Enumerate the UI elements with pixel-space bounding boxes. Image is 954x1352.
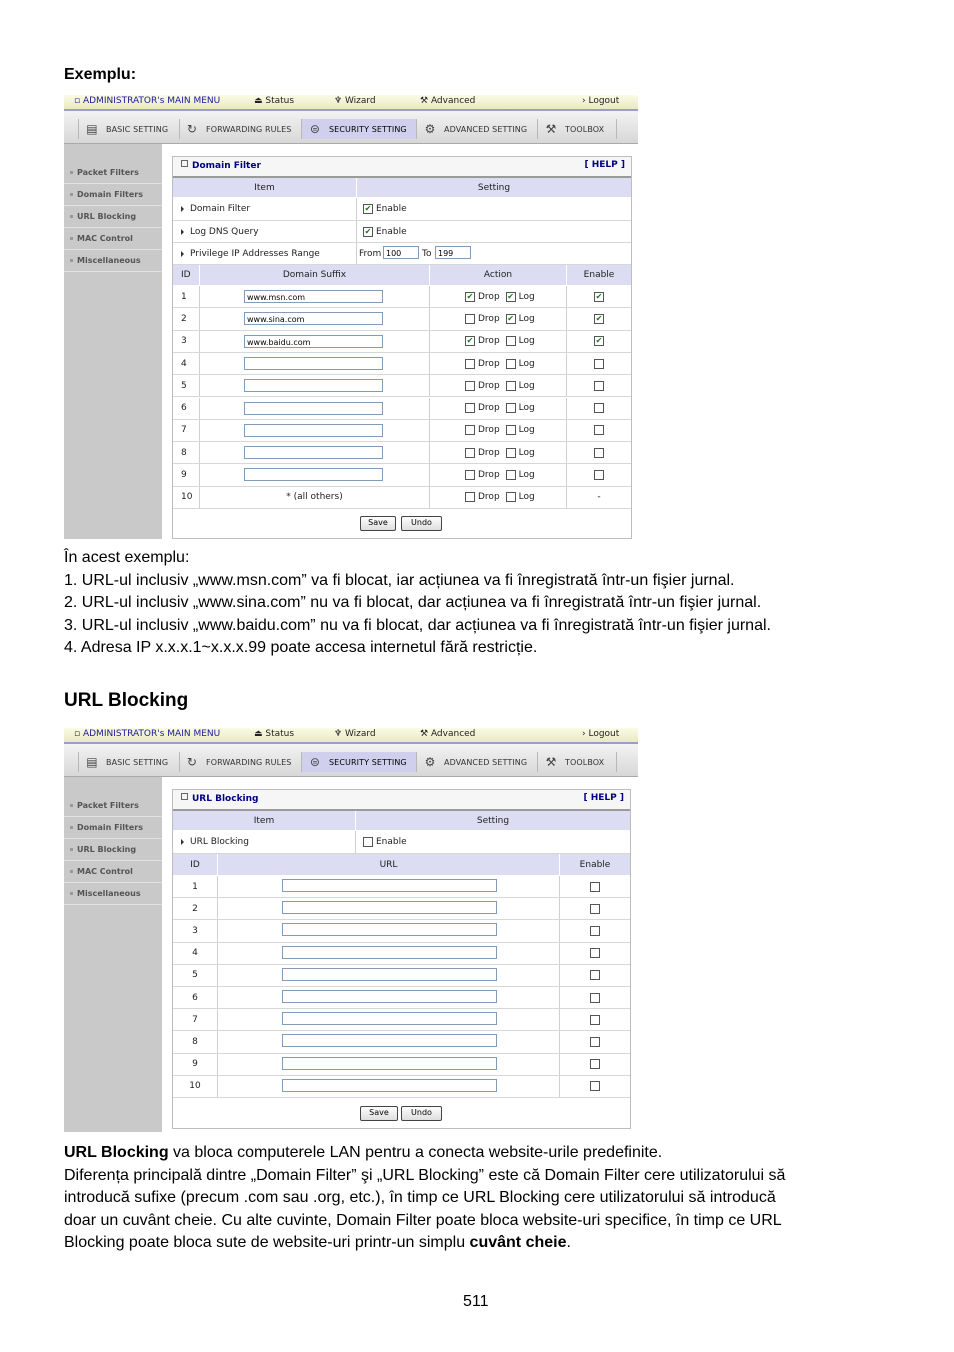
undo-button[interactable]: Undo bbox=[401, 1106, 442, 1121]
tab-toolbox[interactable]: ⚒ TOOLBOX bbox=[538, 119, 617, 139]
tab-basic-setting[interactable]: ▤ BASIC SETTING bbox=[78, 752, 180, 772]
status-link[interactable]: ⏏ Status bbox=[254, 729, 295, 739]
help-link[interactable]: [ HELP ] bbox=[583, 793, 624, 803]
url-keyword-input[interactable] bbox=[282, 968, 497, 981]
wizard-link[interactable]: ♆ Wizard bbox=[334, 96, 376, 106]
item-column-header: Item bbox=[254, 182, 275, 193]
forward-icon: ↻ bbox=[186, 754, 198, 769]
from-label: From bbox=[359, 248, 382, 259]
url-keyword-input[interactable] bbox=[282, 879, 497, 892]
log-checkbox[interactable] bbox=[506, 381, 516, 391]
tab-basic-setting[interactable]: ▤ BASIC SETTING bbox=[78, 119, 180, 139]
domain-row-3: 3 www.baidu.com ✔ Drop Log ✔ bbox=[173, 331, 631, 353]
example-heading: Exemplu: bbox=[64, 66, 137, 83]
drop-checkbox[interactable] bbox=[465, 470, 475, 480]
url-row-6 bbox=[173, 987, 630, 1009]
domain-row-2: 2 www.sina.com Drop ✔ Log ✔ bbox=[173, 308, 631, 330]
url-row-1 bbox=[173, 876, 630, 898]
enable-checkbox[interactable] bbox=[590, 1059, 600, 1069]
description-line: Diferența principală dintre „Domain Filter” şi „URL Blocking” este că Domain Filter cere utilizatorului să bbox=[64, 1166, 786, 1184]
admin-menu-link[interactable]: ▫ ADMINISTRATOR's MAIN MENU bbox=[74, 729, 221, 739]
enable-checkbox[interactable] bbox=[594, 403, 604, 413]
url-row-5 bbox=[173, 965, 630, 987]
settings-row-url-blocking: URL Blocking Enable bbox=[173, 831, 630, 854]
enable-checkbox[interactable] bbox=[590, 1081, 600, 1091]
row-id: 6 bbox=[192, 992, 198, 1003]
sidebar-item-mac-control[interactable]: MAC Control bbox=[64, 228, 162, 250]
domain-suffix-input[interactable] bbox=[244, 402, 383, 415]
save-button[interactable]: Save bbox=[360, 516, 396, 531]
row-id: 7 bbox=[181, 425, 187, 436]
toolbox-icon: ⚒ bbox=[545, 754, 557, 769]
enable-checkbox[interactable] bbox=[590, 882, 600, 892]
log-checkbox[interactable] bbox=[506, 425, 516, 435]
enable-checkbox[interactable] bbox=[590, 1015, 600, 1025]
sidebar-item-url-blocking[interactable]: URL Blocking bbox=[64, 839, 162, 861]
log-dns-enable-checkbox[interactable]: ✔ bbox=[364, 226, 372, 236]
drop-checkbox[interactable] bbox=[465, 492, 475, 502]
row-id: 5 bbox=[192, 970, 198, 981]
domain-row-4: 4 Drop Log bbox=[173, 353, 631, 375]
advanced-link[interactable]: ⚒ Advanced bbox=[420, 96, 476, 106]
enable-column-header: Enable bbox=[579, 859, 611, 870]
id-column-header: ID bbox=[181, 270, 191, 280]
enable-checkbox[interactable] bbox=[590, 904, 600, 914]
drop-checkbox[interactable] bbox=[465, 314, 475, 324]
row-id: 3 bbox=[192, 925, 198, 936]
domain-suffix-input[interactable] bbox=[244, 424, 383, 437]
domain-row-1: 1 www.msn.com ✔ Drop ✔ Log ✔ bbox=[173, 286, 631, 308]
drop-checkbox[interactable] bbox=[465, 448, 475, 458]
settings-row-domain-filter: Domain Filter ✔ Enable bbox=[173, 198, 631, 221]
domain-suffix-input[interactable]: www.sina.com bbox=[244, 312, 383, 325]
enable-checkbox[interactable] bbox=[594, 470, 604, 480]
help-link[interactable]: [ HELP ] bbox=[584, 160, 625, 170]
sidebar-item-domain-filters[interactable]: Domain Filters bbox=[64, 817, 162, 839]
tab-forwarding-rules[interactable]: ↻ FORWARDING RULES bbox=[179, 119, 302, 139]
row-id: 9 bbox=[192, 1059, 198, 1070]
sidebar-item-miscellaneous[interactable]: Miscellaneous bbox=[64, 883, 162, 905]
save-button[interactable]: Save bbox=[360, 1106, 398, 1121]
router-navbar bbox=[64, 744, 638, 777]
url-row-4 bbox=[173, 943, 630, 965]
url-row-10 bbox=[173, 1076, 630, 1098]
log-checkbox[interactable] bbox=[506, 403, 516, 413]
logout-link[interactable]: › Logout bbox=[582, 96, 620, 106]
enable-checkbox[interactable] bbox=[590, 926, 600, 936]
forward-icon: ↻ bbox=[186, 121, 198, 136]
id-column-header: ID bbox=[190, 859, 200, 870]
explanation-line: 3. URL-ul inclusiv „www.baidu.com” nu va fi blocat, dar acțiunea va fi înregistrată într-un fişier jurnal. bbox=[64, 616, 771, 634]
description-line: URL Blocking va bloca computerele LAN pentru a conecta website-urile predefinite. bbox=[64, 1144, 663, 1161]
row-id: 8 bbox=[181, 447, 187, 458]
row-id: 4 bbox=[181, 358, 187, 369]
action-column-header: Action bbox=[483, 270, 513, 280]
url-keyword-input[interactable] bbox=[282, 1079, 497, 1092]
row-id: 2 bbox=[181, 313, 187, 324]
domain-row-5: 5 Drop Log bbox=[173, 375, 631, 397]
domain-suffix-input[interactable]: www.baidu.com bbox=[244, 335, 383, 348]
domain-table-header bbox=[173, 265, 631, 286]
row-id: 10 bbox=[189, 1081, 201, 1092]
url-keyword-input[interactable] bbox=[282, 1034, 497, 1047]
url-blocking-enable-checkbox[interactable] bbox=[363, 837, 373, 847]
domain-suffix-input[interactable] bbox=[244, 468, 383, 481]
url-keyword-input[interactable] bbox=[282, 990, 497, 1003]
url-table-header bbox=[173, 854, 630, 876]
sidebar bbox=[64, 144, 162, 539]
domain-suffix-input[interactable]: www.msn.com bbox=[244, 290, 383, 303]
log-checkbox[interactable]: ✔ bbox=[507, 291, 514, 301]
row-id: 7 bbox=[192, 1014, 198, 1025]
sidebar-item-packet-filters[interactable]: Packet Filters bbox=[64, 795, 162, 817]
drop-checkbox[interactable]: ✔ bbox=[466, 336, 474, 346]
row-id: 4 bbox=[192, 948, 198, 959]
sidebar-item-packet-filters[interactable]: Packet Filters bbox=[64, 162, 162, 184]
domain-suffix-input[interactable] bbox=[244, 379, 383, 392]
url-row-3 bbox=[173, 920, 630, 942]
admin-menu-link[interactable]: ▫ ADMINISTRATOR's MAIN MENU bbox=[74, 96, 221, 106]
domain-row-7: 7 Drop Log bbox=[173, 420, 631, 442]
explanation-line: 2. URL-ul inclusiv „www.sina.com” nu va fi blocat, dar acțiunea va fi înregistrată într-un fişier jurnal. bbox=[64, 594, 762, 611]
enable-checkbox[interactable]: ✔ bbox=[595, 291, 603, 301]
enable-checkbox[interactable] bbox=[590, 948, 600, 958]
security-icon: ⊜ bbox=[309, 754, 321, 769]
url-keyword-input[interactable] bbox=[282, 901, 497, 914]
log-checkbox[interactable] bbox=[506, 359, 516, 369]
advanced-icon: ⚙ bbox=[424, 754, 436, 769]
url-blocking-screenshot bbox=[64, 728, 638, 1134]
wizard-link[interactable]: ♆ Wizard bbox=[334, 729, 376, 739]
domain-filter-enable-checkbox[interactable]: ✔ bbox=[364, 204, 372, 213]
sidebar bbox=[64, 777, 162, 1132]
description-line: introducă sufixe (precum .com sau .org, etc.), în timp ce URL Blocking cere utilizatorului să introducă bbox=[64, 1189, 776, 1206]
settings-row-log-dns: Log DNS Query ✔ Enable bbox=[173, 221, 631, 243]
url-keyword-input[interactable] bbox=[282, 1057, 497, 1070]
tab-advanced-setting[interactable]: ⚙ ADVANCED SETTING bbox=[417, 752, 538, 772]
enable-checkbox[interactable]: ✔ bbox=[595, 336, 603, 346]
drop-checkbox[interactable] bbox=[465, 359, 475, 369]
enable-checkbox[interactable] bbox=[590, 993, 600, 1003]
log-checkbox[interactable] bbox=[506, 448, 516, 458]
row-id: 9 bbox=[181, 470, 187, 481]
tab-security-setting[interactable]: ⊜ SECURITY SETTING bbox=[302, 119, 417, 139]
url-keyword-input[interactable] bbox=[282, 923, 497, 936]
sidebar-item-url-blocking[interactable]: URL Blocking bbox=[64, 206, 162, 228]
page-number: 511 bbox=[463, 1293, 489, 1310]
router-navbar bbox=[64, 111, 638, 144]
sidebar-item-domain-filters[interactable]: Domain Filters bbox=[64, 184, 162, 206]
from-ip-input[interactable]: 100 bbox=[383, 246, 419, 259]
url-row-2 bbox=[173, 898, 630, 920]
enable-checkbox[interactable] bbox=[590, 1037, 600, 1047]
url-row-7 bbox=[173, 1009, 630, 1031]
router-topbar bbox=[64, 728, 638, 744]
setting-column-header: Setting bbox=[477, 182, 511, 193]
enable-checkbox[interactable] bbox=[594, 448, 604, 458]
router-topbar bbox=[64, 95, 638, 111]
domain-suffix-input[interactable] bbox=[244, 446, 383, 459]
drop-checkbox[interactable] bbox=[465, 403, 475, 413]
panel-title: URL Blocking bbox=[181, 793, 259, 804]
settings-header-row bbox=[173, 811, 630, 831]
log-checkbox[interactable] bbox=[506, 470, 516, 480]
status-link[interactable]: ⏏ Status bbox=[254, 96, 295, 106]
log-checkbox[interactable] bbox=[506, 492, 516, 502]
log-checkbox[interactable]: ✔ bbox=[507, 313, 514, 323]
logout-link[interactable]: › Logout bbox=[582, 729, 620, 739]
domain-row-9: 9 Drop Log bbox=[173, 464, 631, 486]
domain-row-10: 10 * (all others) Drop Log - bbox=[173, 487, 631, 509]
row-id: 5 bbox=[181, 380, 187, 391]
tab-forwarding-rules[interactable]: ↻ FORWARDING RULES bbox=[179, 752, 302, 772]
domain-row-6: 6 Drop Log bbox=[173, 398, 631, 420]
tab-toolbox[interactable]: ⚒ TOOLBOX bbox=[538, 752, 617, 772]
row-id: 3 bbox=[181, 336, 187, 347]
advanced-icon: ⚙ bbox=[424, 121, 436, 136]
tab-security-setting[interactable]: ⊜ SECURITY SETTING bbox=[302, 752, 417, 772]
to-label: To bbox=[422, 248, 432, 259]
url-keyword-input[interactable] bbox=[282, 1012, 497, 1025]
url-column-header: URL bbox=[379, 859, 398, 870]
undo-button[interactable]: Undo bbox=[401, 516, 442, 531]
log-checkbox[interactable] bbox=[506, 336, 516, 346]
drop-checkbox[interactable] bbox=[465, 425, 475, 435]
explanation-line: 1. URL-ul inclusiv „www.msn.com” va fi blocat, iar acțiunea va fi înregistrată într-un fişier jurnal. bbox=[64, 571, 735, 589]
url-blocking-heading: URL Blocking bbox=[64, 690, 189, 711]
advanced-link[interactable]: ⚒ Advanced bbox=[420, 729, 476, 739]
enable-checkbox[interactable] bbox=[594, 381, 604, 391]
row-id: 1 bbox=[181, 291, 187, 302]
explanation-text bbox=[64, 547, 771, 660]
sidebar-item-miscellaneous[interactable]: Miscellaneous bbox=[64, 250, 162, 272]
url-row-9 bbox=[173, 1054, 630, 1076]
description-text bbox=[64, 1142, 785, 1255]
enable-checkbox[interactable]: ✔ bbox=[595, 313, 603, 323]
domain-suffix-input[interactable] bbox=[244, 357, 383, 370]
settings-row-privilege-ip: Privilege IP Addresses Range From 100 To 199 bbox=[173, 243, 631, 265]
panel-title: Domain Filter bbox=[181, 160, 261, 171]
enable-column-header: Enable bbox=[583, 270, 615, 280]
description-line: doar un cuvânt cheie. Cu alte cuvinte, Domain Filter poate bloca website-uri specifice, în timp ce URL bbox=[64, 1211, 782, 1229]
security-icon: ⊜ bbox=[309, 121, 321, 136]
drop-checkbox[interactable]: ✔ bbox=[466, 291, 474, 301]
explanation-line: În acest exemplu: bbox=[64, 549, 190, 566]
drop-checkbox[interactable] bbox=[465, 381, 475, 391]
domain-filter-screenshot bbox=[64, 95, 638, 539]
explanation-line: 4. Adresa IP x.x.x.1~x.x.x.99 poate accesa internetul fără restricție. bbox=[64, 639, 538, 656]
url-row-8 bbox=[173, 1031, 630, 1053]
row-id: 1 bbox=[192, 881, 198, 892]
enable-checkbox[interactable] bbox=[590, 970, 600, 980]
suffix-column-header: Domain Suffix bbox=[282, 270, 347, 280]
panel-header bbox=[173, 157, 631, 178]
setting-column-header: Setting bbox=[476, 815, 510, 826]
settings-header-row bbox=[173, 178, 631, 198]
item-column-header: Item bbox=[253, 815, 275, 826]
panel-header bbox=[173, 790, 630, 811]
url-keyword-input[interactable] bbox=[282, 946, 497, 959]
domain-row-8: 8 Drop Log bbox=[173, 442, 631, 464]
row-id: 6 bbox=[181, 403, 187, 414]
folder-icon: ▤ bbox=[86, 121, 98, 136]
to-ip-input[interactable]: 199 bbox=[435, 246, 471, 259]
tab-advanced-setting[interactable]: ⚙ ADVANCED SETTING bbox=[417, 119, 538, 139]
folder-icon: ▤ bbox=[86, 754, 98, 769]
url-blocking-panel bbox=[172, 789, 631, 1129]
sidebar-item-mac-control[interactable]: MAC Control bbox=[64, 861, 162, 883]
enable-checkbox[interactable] bbox=[594, 359, 604, 369]
row-id: 2 bbox=[192, 903, 198, 914]
toolbox-icon: ⚒ bbox=[545, 121, 557, 136]
enable-checkbox[interactable] bbox=[594, 425, 604, 435]
domain-filter-panel bbox=[172, 156, 632, 539]
description-line: Blocking poate bloca sute de website-uri printr-un simplu cuvânt cheie. bbox=[64, 1234, 571, 1251]
row-id: 8 bbox=[192, 1036, 198, 1047]
